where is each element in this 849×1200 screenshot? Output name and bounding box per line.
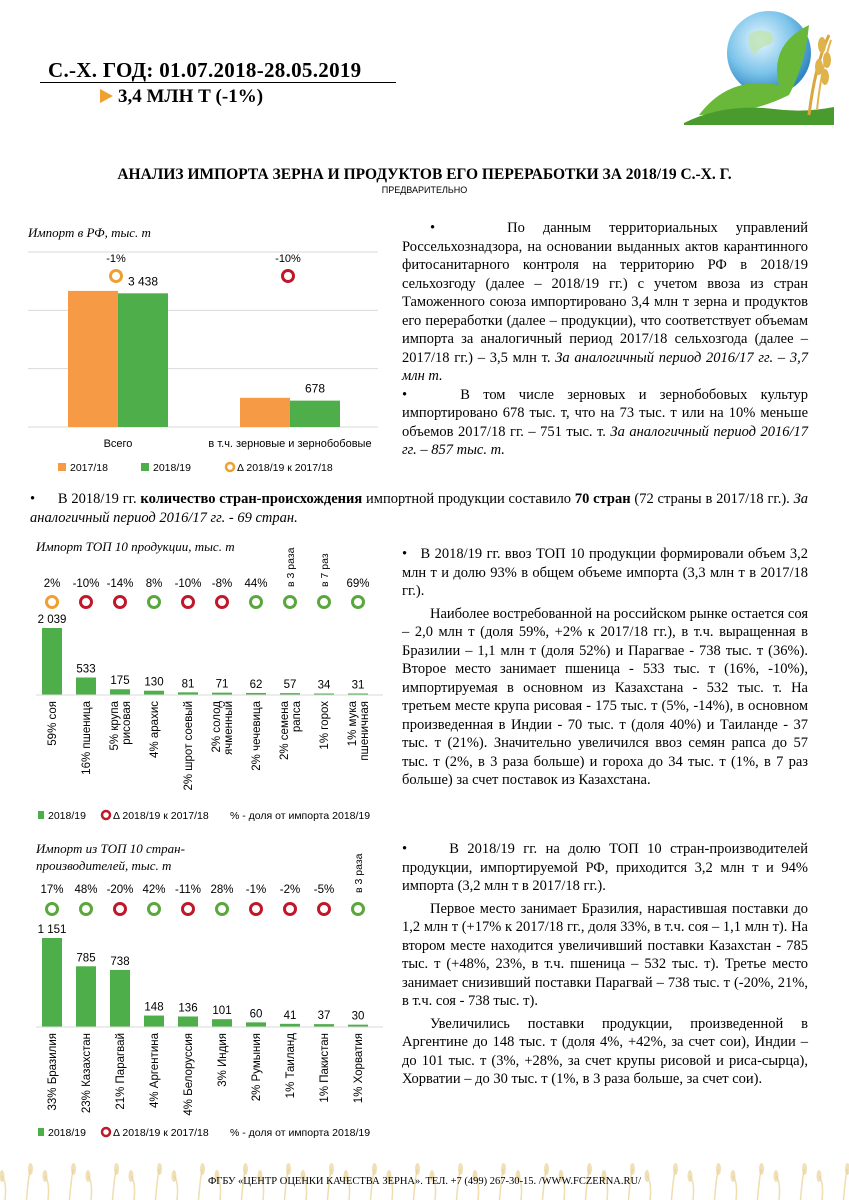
bar-value-label: 60 bbox=[249, 1008, 263, 1021]
change-marker bbox=[111, 271, 122, 282]
wheat-ear bbox=[630, 1163, 635, 1175]
wheat-ear bbox=[114, 1163, 119, 1175]
category-label: 16% пшеница bbox=[81, 701, 93, 775]
wheat-ear bbox=[200, 1163, 205, 1175]
bar-2017-18 bbox=[68, 291, 118, 427]
text-block-1 bbox=[402, 219, 808, 460]
legend-label: 2018/19 bbox=[48, 1127, 86, 1139]
wheat-ear bbox=[802, 1163, 807, 1175]
category-label: 1% мука bbox=[347, 701, 359, 747]
change-marker bbox=[81, 597, 92, 608]
change-marker bbox=[217, 597, 228, 608]
category-label: 4% Аргентина bbox=[149, 1033, 161, 1109]
period-title: С.-Х. ГОД: 01.07.2018-28.05.2019 bbox=[48, 58, 362, 82]
bullet-icon: • bbox=[30, 491, 58, 507]
bar-2018-19 bbox=[144, 1016, 164, 1027]
category-label: 33% Бразилия bbox=[47, 1033, 59, 1111]
legend-marker bbox=[102, 811, 110, 819]
category-label: 2% семена bbox=[279, 701, 291, 761]
change-label: 48% bbox=[74, 884, 98, 896]
change-label: 8% bbox=[145, 578, 163, 590]
category-label: 21% Парагвай bbox=[115, 1033, 127, 1110]
triangle-arrow-icon bbox=[100, 89, 113, 103]
change-marker bbox=[149, 904, 160, 915]
category-label: 1% горох bbox=[319, 701, 331, 750]
change-label: -1% bbox=[106, 253, 126, 265]
paragraph-8: Увеличились поставки продукции, произведенной в Аргентине до 148 тыс. т (доля 4%, +42%, за счет сои), Индии – до 101 тыс. т (3%, +28%, за счет крупы рисовой и риса-сырца), Хорватии – до 30 тыс. т (1%, в 3 раза больше, за счет сои). bbox=[402, 1015, 808, 1087]
paragraph-1: • По данным территориальных управлений Россельхознадзора, на основании выданных актов карантинного фитосанитарного контроля на территорию РФ в 2018/19 сельхозгоду (далее – 2018/19 гг.) с учетом ввоза из стран Таможенного союза импортировано 3,4 млн т зерна и продуктов его переработки (далее – продукции), что соответствует объемам импорта за аналогичный период 2017/18 сельхозгода (далее – 2017/18 гг.) – 3,5 млн т. За аналогичный период 2016/17 гг. – 3,7 млн т. bbox=[402, 220, 808, 384]
legend-swatch-2017-18 bbox=[58, 463, 66, 471]
change-label: -11% bbox=[175, 884, 201, 896]
wheat-ear bbox=[157, 1163, 162, 1175]
wheat-ear bbox=[372, 1163, 377, 1175]
bar-value-label: 37 bbox=[317, 1010, 331, 1023]
change-label: -10% bbox=[174, 578, 202, 590]
bar-value-label: 71 bbox=[215, 678, 229, 691]
category-label: 5% крупа bbox=[109, 701, 121, 751]
change-label: -8% bbox=[211, 578, 233, 590]
bar-2018-19 bbox=[42, 628, 62, 695]
legend-label: Δ 2018/19 к 2017/18 bbox=[237, 462, 333, 474]
page-title: АНАЛИЗ ИМПОРТА ЗЕРНА И ПРОДУКТОВ ЕГО ПЕРЕРАБОТКИ ЗА 2018/19 С.-Х. Г. bbox=[117, 166, 732, 183]
wheat-ear bbox=[243, 1163, 248, 1175]
wheat-ear bbox=[329, 1163, 334, 1175]
bar-2018-19 bbox=[110, 970, 130, 1027]
bar-2018-19 bbox=[246, 1022, 266, 1027]
bar-value-label: 2 039 bbox=[37, 614, 67, 626]
category-label: 4% Белоруссия bbox=[183, 1033, 195, 1116]
wheat-ear bbox=[544, 1163, 549, 1175]
change-marker bbox=[47, 904, 58, 915]
bar-value-label: 148 bbox=[144, 1001, 164, 1014]
text-block-2 bbox=[402, 545, 808, 790]
change-marker bbox=[251, 904, 262, 915]
change-marker bbox=[251, 597, 262, 608]
change-label: 44% bbox=[244, 578, 268, 590]
legend-label: % - доля от импорта 2018/19 bbox=[230, 810, 371, 822]
wheat-ear bbox=[759, 1163, 764, 1175]
change-marker bbox=[353, 597, 364, 608]
category-label: 2% чечевица bbox=[251, 701, 263, 771]
bar-value-label: 3 438 bbox=[127, 274, 159, 289]
bar-value-label: 738 bbox=[110, 955, 130, 968]
legend-label: 2018/19 bbox=[48, 810, 86, 822]
wheat-ear bbox=[286, 1163, 291, 1175]
change-marker bbox=[183, 904, 194, 915]
category-label: 1% Таиланд bbox=[285, 1033, 297, 1099]
legend-label: Δ 2018/19 к 2017/18 bbox=[113, 810, 209, 822]
legend-swatch-2018-19 bbox=[141, 463, 149, 471]
wheat-ear bbox=[71, 1163, 76, 1175]
bullet-icon: • bbox=[430, 220, 508, 236]
bar-2018-19 bbox=[110, 689, 130, 695]
change-marker bbox=[81, 904, 92, 915]
change-marker bbox=[217, 904, 228, 915]
footer-contact: ФГБУ «ЦЕНТР ОЦЕНКИ КАЧЕСТВА ЗЕРНА». ТЕЛ. +7 (499) 267-30-15. /WWW.FCZERNA.RU/ bbox=[207, 1176, 642, 1187]
category-label: 4% арахис bbox=[149, 701, 161, 758]
change-marker bbox=[319, 597, 330, 608]
bar-value-label: 136 bbox=[178, 1002, 198, 1015]
paragraph-4: • В 2018/19 гг. ввоз ТОП 10 продукции формировали объем 3,2 млн т и долю 93% в общем объеме импорта (3,3 млн т в 2017/18 гг.). bbox=[402, 546, 809, 599]
legend-marker bbox=[226, 463, 234, 471]
bar-value-label: 678 bbox=[304, 381, 326, 396]
change-label: -10% bbox=[275, 253, 301, 265]
change-label: -14% bbox=[106, 578, 134, 590]
legend-label: 2017/18 bbox=[70, 462, 108, 474]
change-marker bbox=[283, 271, 294, 282]
bar-value-label: 81 bbox=[181, 678, 195, 691]
category-label: 59% соя bbox=[47, 701, 59, 746]
bullet-icon: • bbox=[402, 546, 421, 562]
change-marker bbox=[285, 597, 296, 608]
paragraph-7: Первое место занимает Бразилия, нарастившая поставки до 1,2 млн т (+17% к 2017/18 гг., доля 33%, в т.ч. соя – 1,1 млн т). На втором месте находится увеличивший поставки Казахстан - 785 тыс. т (+48%, 23%, в т.ч. пшеница – 532 тыс. т). Третье место занимает снизивший поставки Парагвай – 738 тыс. т (-20%, 21%, в т.ч. соя - 738 тыс. т). bbox=[402, 900, 808, 1009]
bar-2018-19 bbox=[76, 966, 96, 1027]
bar-2018-19 bbox=[42, 938, 62, 1027]
wheat-ear bbox=[415, 1163, 420, 1175]
paragraph-2: • В том числе зерновых и зернобобовых культур импортировано 678 тыс. т, что на 73 тыс. т или на 10% меньше объемов 2017/18 гг. – 751 тыс. т. За аналогичный период 2016/17 гг. – 857 тыс. т. bbox=[402, 386, 809, 458]
change-label: -20% bbox=[106, 884, 134, 896]
category-label: ячменный bbox=[223, 701, 235, 755]
legend-label: 2018/19 bbox=[153, 462, 191, 474]
change-marker bbox=[149, 597, 160, 608]
paragraph-6: • В 2018/19 гг. на долю ТОП 10 стран-производителей продукции, импортируемой РФ, приходится 3,2 млн т и 94% импорта (3,2 млн т в 2017/18 гг.). bbox=[402, 841, 808, 894]
change-marker bbox=[353, 904, 364, 915]
bar-2017-18 bbox=[240, 398, 290, 427]
chart3-title: Импорт из ТОП 10 стран-производителей, тыс. т bbox=[36, 841, 185, 873]
chart3-svg bbox=[28, 845, 393, 1145]
total-import-value: 3,4 МЛН Т (-1%) bbox=[118, 86, 264, 107]
bar-value-label: 62 bbox=[249, 678, 263, 691]
change-marker bbox=[115, 597, 126, 608]
chart1-title: Импорт в РФ, тыс. т bbox=[28, 225, 151, 240]
bar-value-label: 34 bbox=[317, 679, 331, 692]
chart2-svg bbox=[28, 545, 393, 830]
change-label: -1% bbox=[245, 884, 267, 896]
chart2-title: Импорт ТОП 10 продукции, тыс. т bbox=[36, 539, 235, 554]
change-label: 17% bbox=[40, 884, 64, 896]
wheat-ear bbox=[458, 1163, 463, 1175]
legend-label: % - доля от импорта 2018/19 bbox=[230, 1127, 371, 1139]
wheat-ear bbox=[28, 1163, 33, 1175]
wheat-ear bbox=[587, 1163, 592, 1175]
legend-marker bbox=[102, 1128, 110, 1136]
wheat-ear bbox=[716, 1163, 721, 1175]
change-marker bbox=[285, 904, 296, 915]
category-label: рисовая bbox=[121, 701, 133, 745]
change-marker bbox=[319, 904, 330, 915]
bar-value-label: 175 bbox=[110, 675, 130, 688]
change-label: 69% bbox=[346, 578, 370, 590]
bullet-icon: • bbox=[402, 841, 450, 857]
bar-2018-19 bbox=[212, 1019, 232, 1027]
change-label: в 7 раз bbox=[319, 553, 331, 587]
legend-label: Δ 2018/19 к 2017/18 bbox=[113, 1127, 209, 1139]
change-label: -10% bbox=[72, 578, 100, 590]
change-label: -5% bbox=[313, 884, 335, 896]
change-marker bbox=[115, 904, 126, 915]
category-label: Всего bbox=[103, 438, 133, 450]
category-label: 2% солод bbox=[211, 701, 223, 753]
wheat-ear bbox=[673, 1163, 678, 1175]
header-divider bbox=[40, 82, 396, 83]
bar-2018-19 bbox=[290, 401, 340, 427]
category-label: 2% Румыния bbox=[251, 1033, 263, 1102]
bar-2018-19 bbox=[76, 677, 96, 695]
bar-value-label: 1 151 bbox=[37, 924, 67, 936]
page-subtitle: ПРЕДВАРИТЕЛЬНО bbox=[381, 185, 468, 195]
category-label: рапса bbox=[291, 701, 303, 733]
countries-count-paragraph: • В 2018/19 гг. количество стран-происхождения импортной продукции составило 70 стран (72 страны в 2017/18 гг.). За аналогичный период 2016/17 гг. - 69 стран. bbox=[30, 491, 809, 526]
bullet-icon: • bbox=[402, 386, 461, 403]
legend-swatch-2018-19 bbox=[38, 811, 44, 819]
text-block-3 bbox=[402, 840, 808, 1089]
bar-value-label: 101 bbox=[212, 1005, 232, 1018]
wheat-ear bbox=[501, 1163, 506, 1175]
wheat-footer-decoration bbox=[0, 1150, 849, 1200]
legend-swatch-2018-19 bbox=[38, 1128, 44, 1136]
category-label: 1% Хорватия bbox=[353, 1033, 365, 1104]
category-label: 1% Пакистан bbox=[319, 1033, 331, 1103]
bar-value-label: 30 bbox=[351, 1010, 365, 1023]
category-label: в т.ч. зерновые и зернобобовые bbox=[208, 438, 372, 450]
change-marker bbox=[183, 597, 194, 608]
category-label: 2% шрот соевый bbox=[183, 701, 195, 791]
bar-2018-19 bbox=[118, 293, 168, 427]
bar-value-label: 31 bbox=[351, 679, 365, 692]
change-label: в 3 раза bbox=[353, 853, 365, 893]
category-label: 3% Индия bbox=[217, 1033, 229, 1087]
bar-value-label: 41 bbox=[283, 1009, 297, 1022]
bar-value-label: 57 bbox=[283, 679, 297, 692]
paragraph-5: Наиболее востребованной на российском рынке остается соя – 2,0 млн т (доля 59%, +2% к 2017/18 гг.), в т.ч. выращенная в Бразилии – 1,1 млн т (доля 52%) и Парагвае - 738 тыс. т (36%). Второе место занимает пшеница - 533 тыс. т (16%, -10%), импортируемая в основном из Казахстана - 532 тыс. т. На третьем месте крупа рисовая - 175 тыс. т (5%, -14%), в основном произведенная в Индии - 70 тыс. т (доля 40%) и Таиланде - 37 тыс. т (21%). Значительно увеличился ввоз семян рапса до 57 тыс. т (2%, в 3 раза больше) и гороха до 34 тыс. т (1%, в 7 раз больше) за счет поставок из Казахстана. bbox=[402, 605, 808, 788]
category-label: пшеничная bbox=[359, 701, 371, 761]
bar-2018-19 bbox=[144, 691, 164, 695]
change-marker bbox=[47, 597, 58, 608]
change-label: 28% bbox=[210, 884, 234, 896]
bar-value-label: 130 bbox=[144, 676, 164, 689]
change-label: в 3 раза bbox=[285, 547, 297, 587]
globe-wheat-logo bbox=[679, 5, 839, 125]
bar-2018-19 bbox=[178, 1016, 198, 1027]
category-label: 23% Казахстан bbox=[81, 1033, 93, 1114]
change-label: 2% bbox=[43, 578, 61, 590]
bar-value-label: 785 bbox=[76, 952, 96, 965]
change-label: 42% bbox=[142, 884, 166, 896]
wheat-ear bbox=[845, 1163, 849, 1175]
chart1-svg bbox=[28, 240, 393, 485]
change-label: -2% bbox=[279, 884, 301, 896]
bar-value-label: 533 bbox=[76, 663, 96, 676]
